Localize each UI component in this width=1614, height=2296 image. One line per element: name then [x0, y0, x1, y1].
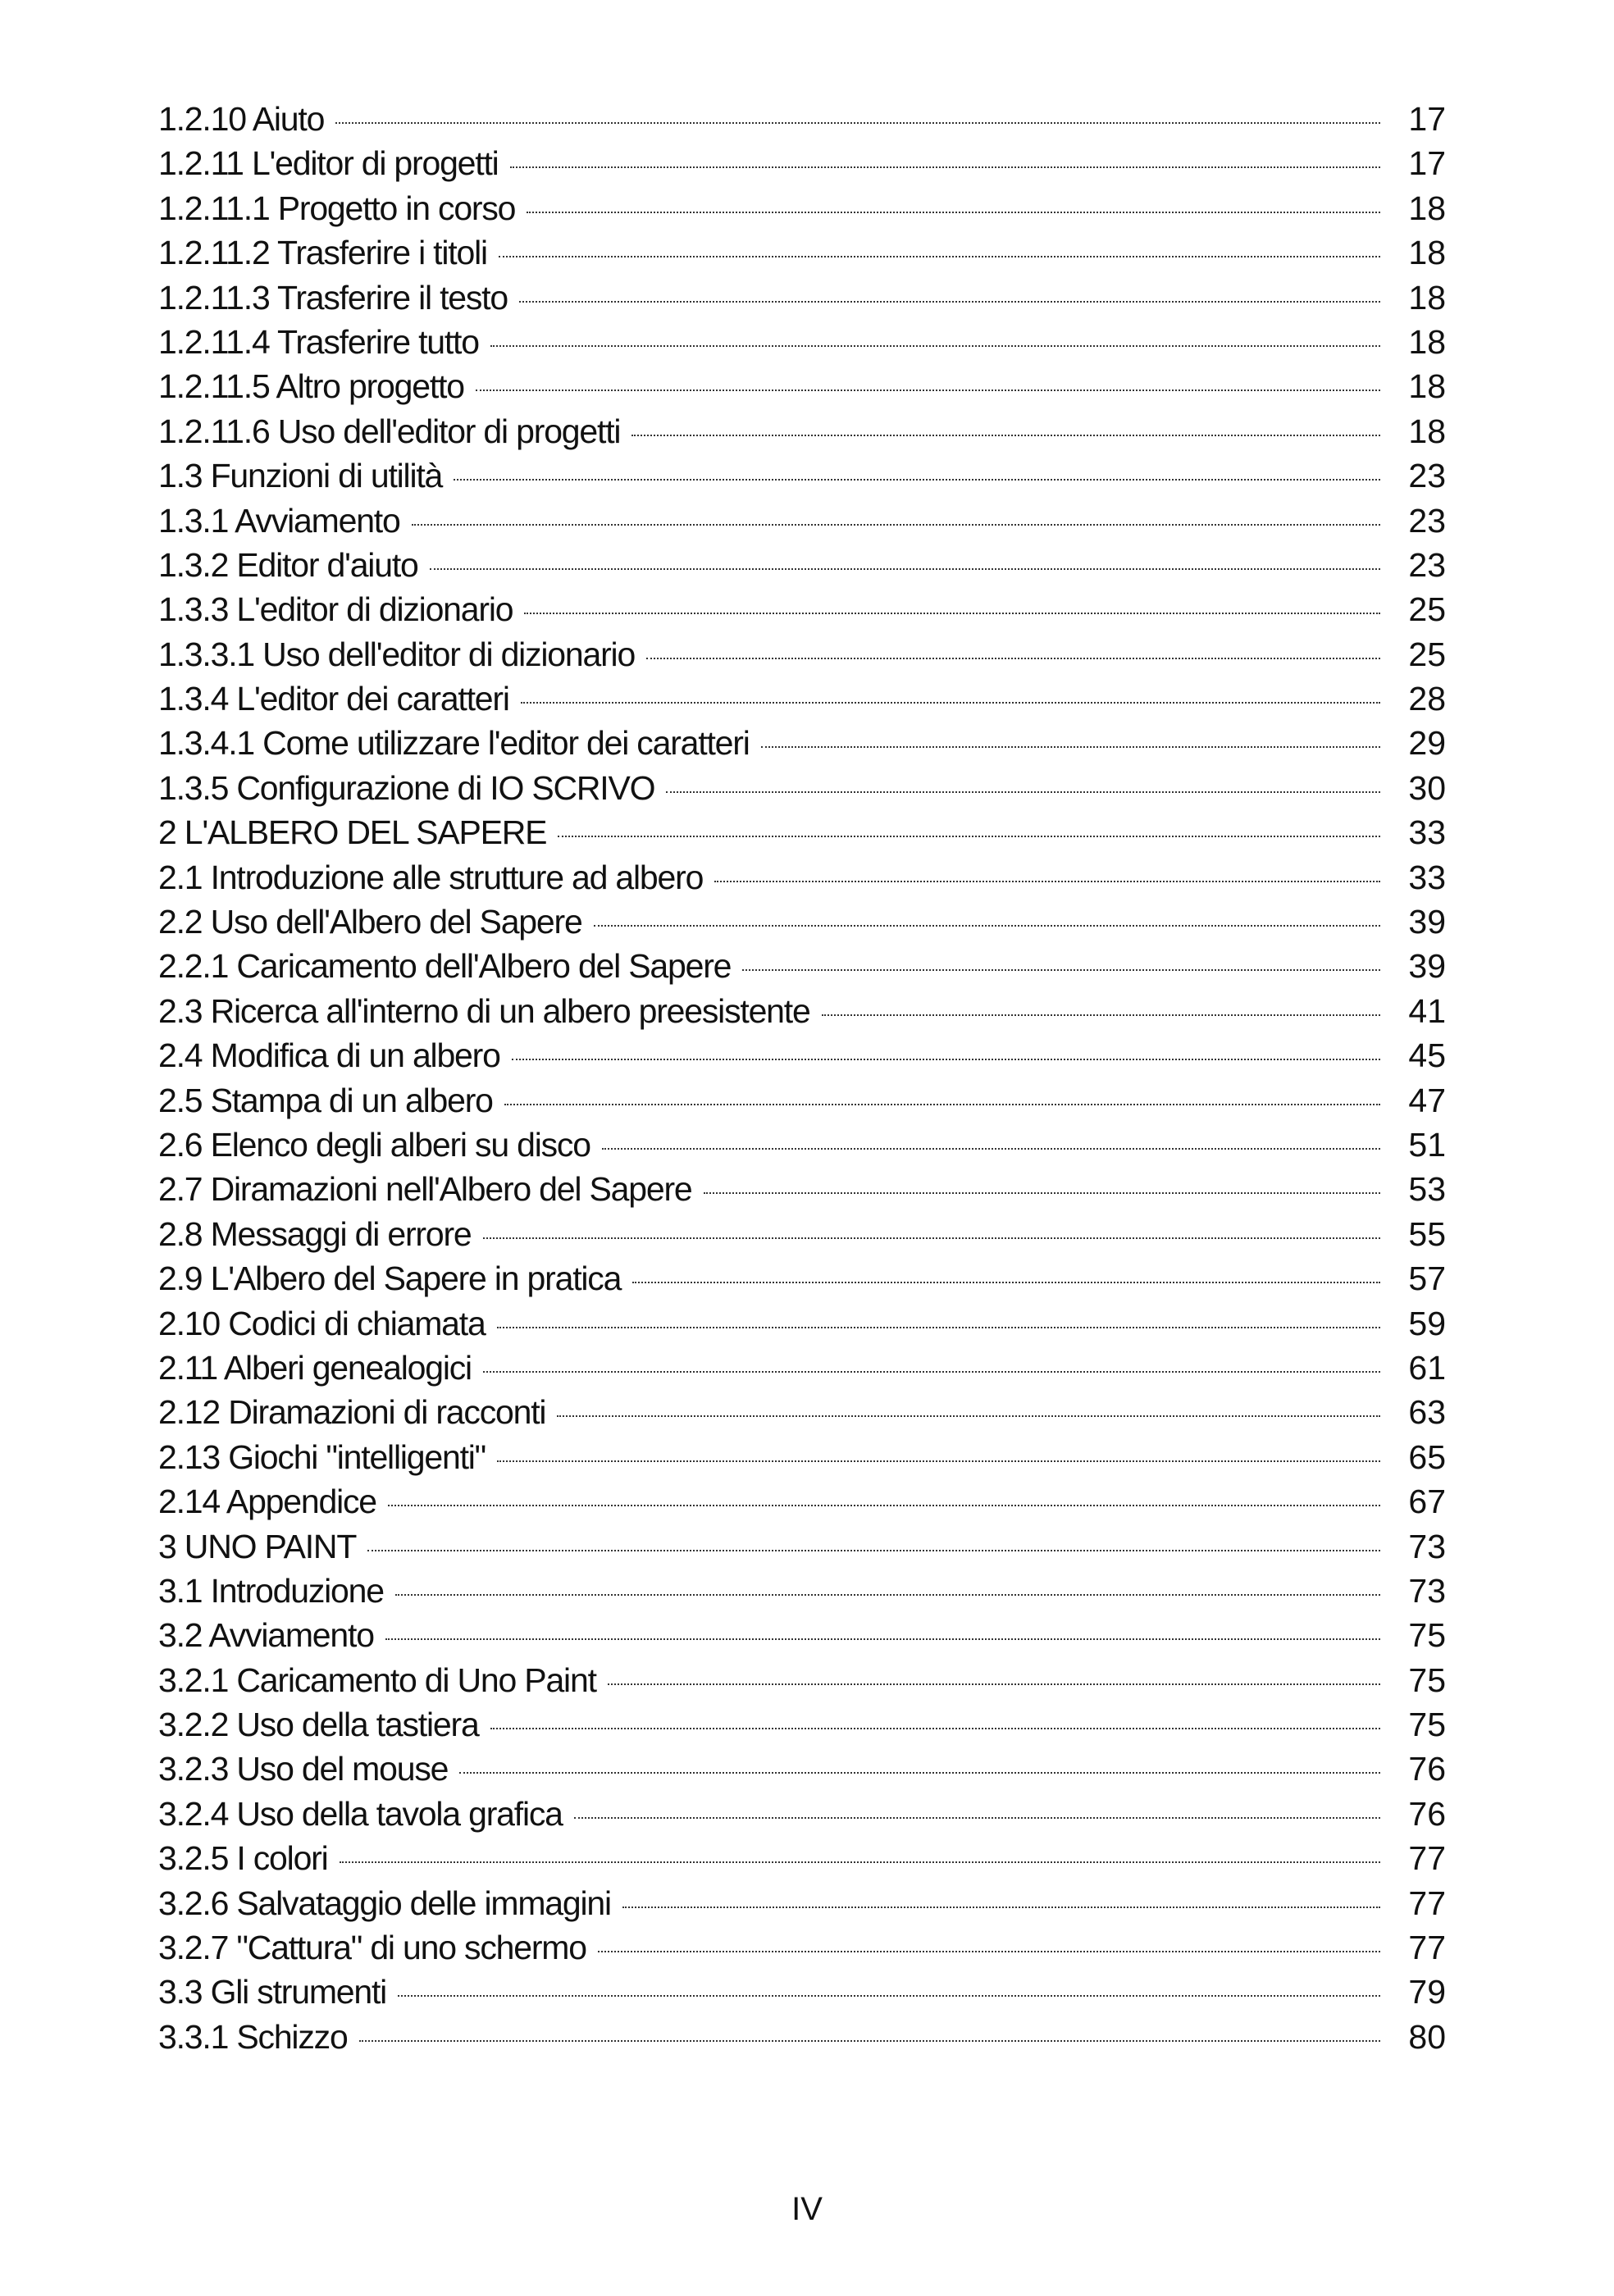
toc-entry-title: 1.3.3 L'editor di dizionario: [158, 590, 513, 629]
toc-entry: [158, 1569, 1446, 1613]
toc-entry: [158, 2015, 1446, 2059]
toc-entry-page: 18: [1408, 367, 1446, 406]
toc-entry-title: 3.3 Gli strumenti: [158, 1973, 387, 2011]
toc-entry-page: 18: [1408, 412, 1446, 450]
toc-entry: [158, 453, 1446, 498]
toc-entry-page: 75: [1408, 1660, 1446, 1699]
toc-entry: [158, 1524, 1446, 1569]
dot-leader: [388, 1505, 1380, 1506]
toc-entry-page: 77: [1408, 1839, 1446, 1878]
toc-entry-page: 77: [1408, 1884, 1446, 1922]
dot-leader: [608, 1683, 1380, 1685]
toc-entry-page: 76: [1408, 1794, 1446, 1833]
toc-entry-title: 3.2.7 "Cattura" di uno schermo: [158, 1929, 586, 1967]
toc-entry-title: 2.11 Alberi genealogici: [158, 1348, 472, 1387]
dot-leader: [594, 925, 1380, 927]
toc-entry: [158, 1613, 1446, 1657]
toc-entry: [158, 499, 1446, 543]
toc-entry-title: 1.2.11 L'editor di progetti: [158, 144, 499, 183]
dot-leader: [412, 524, 1380, 526]
toc-entry-title: 1.3.1 Avviamento: [158, 501, 400, 540]
toc-entry-title: 1.3 Funzioni di utilità: [158, 457, 443, 495]
dot-leader: [490, 345, 1380, 347]
toc-entry: [158, 1301, 1446, 1346]
dot-leader: [430, 568, 1380, 570]
dot-leader: [742, 969, 1380, 971]
dot-leader: [598, 1951, 1380, 1952]
toc-entry: [158, 1346, 1446, 1390]
toc-entry-page: 67: [1408, 1483, 1446, 1521]
toc-entry-title: 1.2.11.4 Trasferire tutto: [158, 322, 479, 361]
toc-entry: [158, 1123, 1446, 1167]
toc-entry-title: 1.2.11.3 Trasferire il testo: [158, 278, 508, 317]
toc-entry-title: 1.2.11.6 Uso dell'editor di progetti: [158, 412, 621, 450]
toc-entry-title: 1.3.5 Configurazione di IO SCRIVO: [158, 768, 655, 807]
toc-entry: [158, 1212, 1446, 1256]
toc-entry-page: 33: [1408, 813, 1446, 852]
toc-entry-page: 41: [1408, 991, 1446, 1030]
dot-leader: [519, 301, 1380, 303]
toc-entry-title: 1.2.10 Aiuto: [158, 100, 325, 138]
toc-entry: [158, 1747, 1446, 1791]
toc-entry: [158, 97, 1446, 141]
toc-entry: [158, 1881, 1446, 1925]
toc-entry-title: 3.2.1 Caricamento di Uno Paint: [158, 1660, 596, 1699]
dot-leader: [483, 1237, 1380, 1239]
toc-entry-title: 3.2.3 Uso del mouse: [158, 1750, 449, 1788]
toc-entry-page: 39: [1408, 947, 1446, 986]
dot-leader: [459, 1772, 1380, 1774]
toc-entry-page: 55: [1408, 1214, 1446, 1253]
dot-leader: [497, 1327, 1380, 1328]
toc-entry-title: 2.2 Uso dell'Albero del Sapere: [158, 903, 582, 941]
dot-leader: [666, 791, 1380, 793]
dot-leader: [504, 1104, 1380, 1105]
dot-leader: [646, 658, 1380, 659]
toc-entry: [158, 1970, 1446, 2014]
toc-entry-title: 3 UNO PAINT: [158, 1527, 357, 1565]
toc-entry: [158, 230, 1446, 275]
toc-entry: [158, 989, 1446, 1033]
toc-entry-page: 18: [1408, 189, 1446, 227]
toc-entry-title: 2.1 Introduzione alle strutture ad albero: [158, 858, 704, 896]
dot-leader: [490, 1728, 1380, 1729]
dot-leader: [704, 1192, 1381, 1194]
dot-leader: [395, 1594, 1380, 1596]
dot-leader: [527, 212, 1380, 213]
toc-entry-title: 2.7 Diramazioni nell'Albero del Sapere: [158, 1170, 692, 1209]
toc-entry-title: 3.2.4 Uso della tavola grafica: [158, 1794, 563, 1833]
toc-entry-page: 80: [1408, 2017, 1446, 2056]
dot-leader: [822, 1014, 1380, 1016]
toc-entry: [158, 721, 1446, 765]
toc-entry-page: 39: [1408, 903, 1446, 941]
toc-entry-title: 1.2.11.1 Progetto in corso: [158, 189, 516, 227]
toc-entry: [158, 676, 1446, 721]
toc-entry: [158, 587, 1446, 631]
dot-leader: [574, 1817, 1380, 1819]
toc-entry-title: 1.2.11.5 Altro progetto: [158, 367, 464, 406]
dot-leader: [385, 1638, 1380, 1640]
toc-entry-title: 2.8 Messaggi di errore: [158, 1214, 472, 1253]
toc-entry-title: 1.3.4 L'editor dei caratteri: [158, 680, 509, 718]
dot-leader: [622, 1906, 1380, 1908]
toc-entry-page: 79: [1408, 1973, 1446, 2011]
toc-entry: [158, 1925, 1446, 1970]
toc-entry-page: 18: [1408, 234, 1446, 272]
toc-entry-title: 2.6 Elenco degli alberi su disco: [158, 1125, 590, 1164]
toc-entry-title: 2.4 Modifica di un albero: [158, 1036, 500, 1075]
toc-entry-page: 25: [1408, 635, 1446, 673]
dot-leader: [476, 390, 1380, 391]
toc-entry: [158, 766, 1446, 810]
toc-entry-page: 17: [1408, 100, 1446, 138]
toc-entry-title: 3.2.2 Uso della tastiera: [158, 1706, 479, 1744]
toc-entry: [158, 1390, 1446, 1434]
toc-entry: [158, 1167, 1446, 1211]
dot-leader: [367, 1550, 1380, 1551]
dot-leader: [714, 881, 1380, 882]
toc-entry-title: 3.2.6 Salvataggio delle immagini: [158, 1884, 611, 1922]
toc-entry: [158, 320, 1446, 364]
dot-leader: [632, 1282, 1380, 1283]
toc-entry-page: 18: [1408, 322, 1446, 361]
dot-leader: [497, 1460, 1380, 1462]
toc-entry-title: 3.1 Introduzione: [158, 1571, 384, 1610]
toc-entry-page: 28: [1408, 680, 1446, 718]
toc-entry-page: 29: [1408, 724, 1446, 763]
page-number: IV: [791, 2191, 823, 2227]
dot-leader: [454, 479, 1380, 481]
toc-entry-title: 1.3.4.1 Come utilizzare l'editor dei caratteri: [158, 724, 750, 763]
toc-entry-page: 75: [1408, 1616, 1446, 1655]
toc-entry-title: 2.12 Diramazioni di racconti: [158, 1393, 546, 1432]
dot-leader: [761, 746, 1380, 748]
toc-entry: [158, 900, 1446, 944]
dot-leader: [512, 1059, 1380, 1060]
dot-leader: [335, 122, 1380, 124]
toc-entry-page: 33: [1408, 858, 1446, 896]
toc-entry-page: 17: [1408, 144, 1446, 183]
toc-entry-page: 53: [1408, 1170, 1446, 1209]
toc-entry-page: 23: [1408, 457, 1446, 495]
toc-entry-title: 3.2 Avviamento: [158, 1616, 374, 1655]
toc-entry-page: 63: [1408, 1393, 1446, 1432]
dot-leader: [602, 1148, 1380, 1150]
toc-entry-page: 51: [1408, 1125, 1446, 1164]
toc-entry-page: 57: [1408, 1260, 1446, 1298]
toc-entry-page: 30: [1408, 768, 1446, 807]
toc-entry: [158, 276, 1446, 320]
toc-entry-page: 18: [1408, 278, 1446, 317]
toc-entry-title: 2.5 Stampa di un albero: [158, 1081, 493, 1119]
toc-entry-page: 23: [1408, 501, 1446, 540]
toc-entry: [158, 810, 1446, 854]
toc-entry-title: 2.9 L'Albero del Sapere in pratica: [158, 1260, 622, 1298]
toc-entry-page: 73: [1408, 1527, 1446, 1565]
toc-entry: [158, 1479, 1446, 1524]
toc-entry-title: 2.2.1 Caricamento dell'Albero del Sapere: [158, 947, 732, 986]
dot-leader: [524, 613, 1380, 614]
toc-entry-page: 77: [1408, 1929, 1446, 1967]
dot-leader: [558, 836, 1380, 837]
toc-entry: [158, 1702, 1446, 1747]
table-of-contents: [158, 97, 1446, 2059]
dot-leader: [499, 256, 1380, 257]
toc-entry: [158, 944, 1446, 988]
toc-entry-page: 45: [1408, 1036, 1446, 1075]
dot-leader: [521, 702, 1380, 704]
dot-leader: [398, 1995, 1380, 1997]
toc-entry-title: 2.14 Appendice: [158, 1483, 376, 1521]
dot-leader: [483, 1371, 1380, 1373]
toc-entry: [158, 186, 1446, 230]
toc-entry-title: 2.13 Giochi "intelligenti": [158, 1437, 486, 1476]
toc-entry-title: 2.10 Codici di chiamata: [158, 1304, 486, 1342]
toc-entry-page: 23: [1408, 545, 1446, 584]
toc-entry: [158, 1658, 1446, 1702]
toc-entry-page: 61: [1408, 1348, 1446, 1387]
toc-entry: [158, 1435, 1446, 1479]
toc-entry-title: 3.3.1 Schizzo: [158, 2017, 348, 2056]
toc-entry-page: 65: [1408, 1437, 1446, 1476]
toc-entry: [158, 141, 1446, 185]
toc-entry-title: 1.3.3.1 Uso dell'editor di dizionario: [158, 635, 636, 673]
toc-entry-page: 47: [1408, 1081, 1446, 1119]
toc-entry: [158, 1033, 1446, 1077]
toc-entry-title: 2 L'ALBERO DEL SAPERE: [158, 813, 547, 852]
toc-entry: [158, 1836, 1446, 1880]
toc-entry: [158, 1792, 1446, 1836]
toc-entry: [158, 855, 1446, 900]
toc-entry-title: 1.3.2 Editor d'aiuto: [158, 545, 418, 584]
toc-entry-page: 59: [1408, 1304, 1446, 1342]
dot-leader: [510, 166, 1380, 168]
toc-entry-page: 25: [1408, 590, 1446, 629]
toc-entry: [158, 409, 1446, 453]
toc-entry: [158, 1078, 1446, 1123]
dot-leader: [359, 2040, 1380, 2042]
dot-leader: [631, 435, 1380, 436]
toc-entry: [158, 1256, 1446, 1301]
toc-entry-title: 1.2.11.2 Trasferire i titoli: [158, 234, 487, 272]
toc-entry-page: 73: [1408, 1571, 1446, 1610]
dot-leader: [557, 1415, 1380, 1417]
toc-entry: [158, 364, 1446, 408]
dot-leader: [340, 1861, 1380, 1863]
toc-entry-title: 3.2.5 I colori: [158, 1839, 328, 1878]
toc-entry-page: 75: [1408, 1706, 1446, 1744]
toc-entry-title: 2.3 Ricerca all'interno di un albero preesistente: [158, 991, 810, 1030]
toc-entry: [158, 632, 1446, 676]
toc-entry: [158, 543, 1446, 587]
toc-entry-page: 76: [1408, 1750, 1446, 1788]
